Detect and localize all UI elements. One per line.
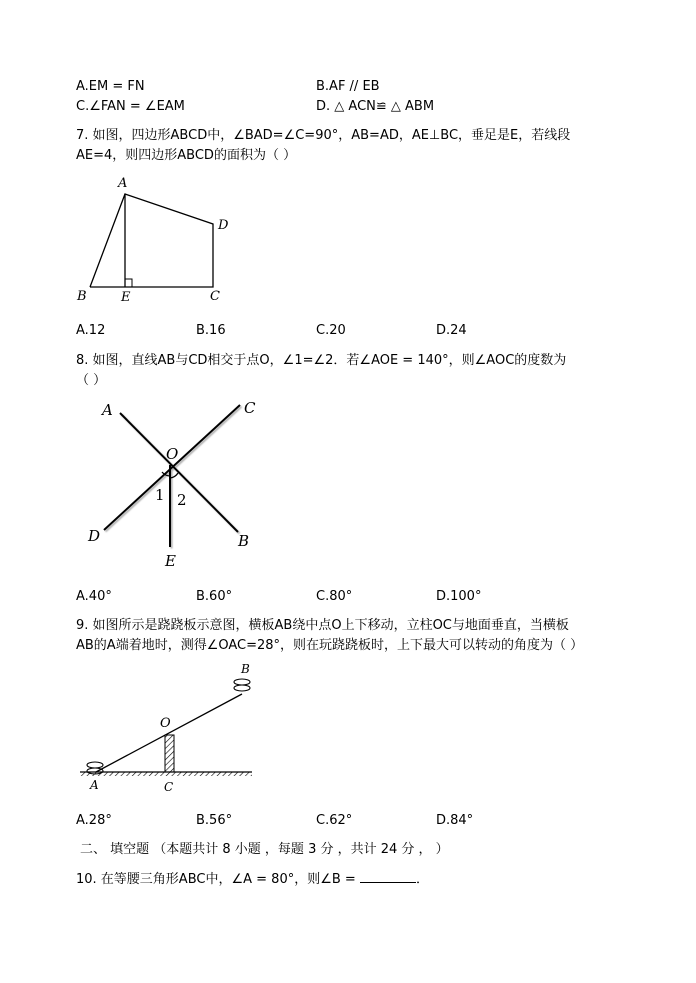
q9-option-d: D.84°	[436, 813, 474, 828]
q6-option-c: C.∠FAN = ∠EAM	[76, 99, 185, 114]
q9-label-c: C	[164, 780, 174, 794]
q7-label-e: E	[121, 290, 131, 305]
q7-label-b: B	[77, 289, 87, 304]
q8-label-c: C	[244, 399, 256, 417]
q7-label-c: C	[210, 289, 220, 304]
q8-intersecting-lines-figure	[80, 395, 275, 575]
q8-stem-line2: （ ）	[76, 373, 107, 388]
q8-option-b: B.60°	[196, 589, 233, 604]
q8-label-angle1: 1	[155, 486, 165, 504]
q9-stem-line2: AB的A端着地时，测得∠OAC=28°，则在玩跷跷板时，上下最大可以转动的角度为（ ）	[76, 638, 584, 653]
q8-label-o: O	[166, 445, 179, 463]
q8-option-c: C.80°	[316, 589, 353, 604]
q9-option-c: C.62°	[316, 813, 353, 828]
section-heading-fill-blank: 二、 填空题 （本题共计 8 小题 ，每题 3 分 ，共计 24 分 ， ）	[80, 842, 449, 857]
q8-label-d: D	[88, 527, 101, 545]
q8-option-a: A.40°	[76, 589, 112, 604]
q8-label-angle2: 2	[177, 491, 187, 509]
q8-option-d: D.100°	[436, 589, 482, 604]
q7-label-a: A	[118, 176, 128, 191]
q9-label-o: O	[160, 716, 171, 731]
q10-end-mark: ．	[415, 872, 429, 887]
q6-option-b: B.AF // EB	[316, 79, 380, 94]
q7-option-c: C.20	[316, 323, 346, 338]
q7-option-b: B.16	[196, 323, 226, 338]
q7-option-d: D.24	[436, 323, 467, 338]
q8-label-e: E	[165, 552, 176, 570]
q10-stem	[76, 870, 429, 889]
q7-stem-line2: AE=4，则四边形ABCD的面积为（ ）	[76, 148, 297, 163]
q7-option-a: A.12	[76, 323, 106, 338]
q9-label-a: A	[90, 778, 99, 792]
q9-stem-line1: 9. 如图所示是跷跷板示意图，横板AB绕中点O上下移动，立柱OC与地面垂直，当横板	[76, 618, 569, 633]
q7-quadrilateral-figure	[70, 172, 240, 307]
q8-label-b: B	[238, 532, 250, 550]
q9-option-a: A.28°	[76, 813, 112, 828]
q8-label-a: A	[102, 401, 113, 419]
q10-answer-blank[interactable]	[360, 870, 416, 883]
q8-stem-line1: 8. 如图，直线AB与CD相交于点O，∠1=∠2．若∠AOE = 140°，则∠AOC的度数为	[76, 353, 567, 368]
q9-seesaw-figure	[76, 662, 266, 802]
q9-option-b: B.56°	[196, 813, 233, 828]
q6-option-d: D. △ ACN≌ △ ABM	[316, 99, 435, 114]
q7-label-d: D	[218, 218, 229, 233]
q9-label-b: B	[241, 662, 250, 676]
q7-stem-line1: 7. 如图，四边形ABCD中，∠BAD=∠C=90°，AB=AD，AE⊥BC，垂足是E，若线段	[76, 128, 571, 143]
q10-text: 10. 在等腰三角形ABC中，∠A = 80°，则∠B =	[76, 872, 356, 887]
q6-option-a: A.EM = FN	[76, 79, 145, 94]
